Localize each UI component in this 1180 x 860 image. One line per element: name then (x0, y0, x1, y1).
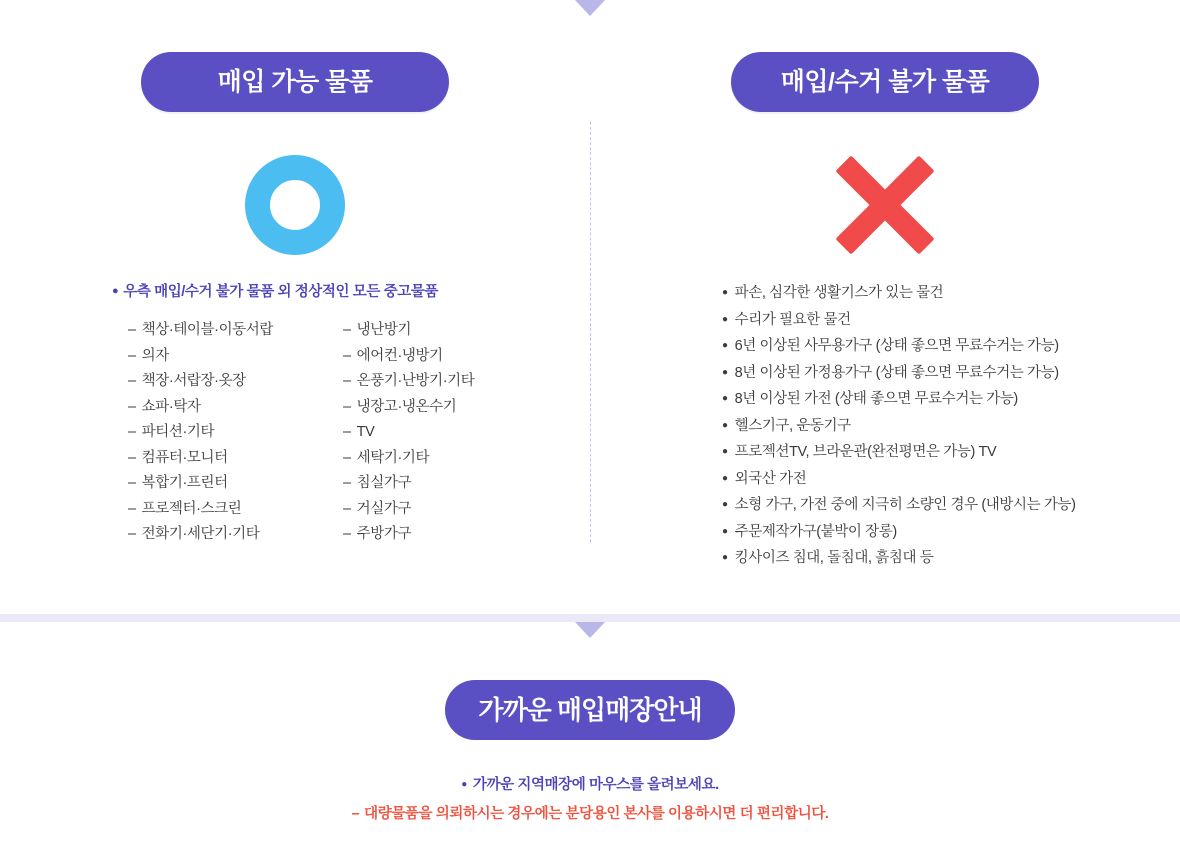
dash-icon: – (343, 398, 351, 415)
available-items-panel (0, 22, 590, 548)
dash-icon: – (128, 449, 136, 466)
dash-icon: – (343, 449, 351, 466)
bullet-dot-icon: ● (722, 472, 728, 484)
available-items-title: 매입 가능 물품 (141, 52, 449, 112)
bullet-dot-icon: ● (722, 419, 728, 431)
list-item: ● 수리가 필요한 물건 (722, 311, 851, 328)
circle-o-icon (245, 155, 345, 255)
list-item: ● 킹사이즈 침대, 돌침대, 흙침대 등 (722, 550, 934, 566)
list-item: ● 8년 이상된 가전 (상태 좋으면 무료수거는 가능) (722, 391, 1018, 407)
list-item: – 책장·서랍장·옷장 (128, 373, 246, 389)
available-items-column-1 (128, 318, 343, 548)
triangle-down-icon (575, 0, 605, 16)
bullet-dot-icon: ● (722, 393, 728, 404)
dash-icon: – (343, 526, 351, 542)
list-item: ● 6년 이상된 사무용가구 (상태 좋으면 무료수거는 가능) (722, 338, 1059, 354)
dash-icon: – (343, 322, 351, 338)
store-guide-note-1: ● 가까운 지역매장에 마우스를 올려보세요. (461, 777, 719, 793)
list-item: – 주방가구 (343, 526, 412, 542)
bullet-dot-icon: ● (722, 499, 728, 510)
top-arrow-area (0, 0, 1180, 22)
panels-section (0, 22, 1180, 614)
unavailable-items-panel (590, 22, 1180, 572)
dash-icon: – (128, 398, 136, 415)
dash-icon: – (128, 424, 136, 440)
dash-icon: – (128, 347, 136, 364)
cross-x-icon (830, 150, 940, 260)
cross-mark-wrap (590, 130, 1180, 280)
list-item: – 책상·테이블·이동서랍 (128, 322, 273, 338)
bullet-dot-icon: ● (722, 287, 728, 298)
list-item: ● 외국산 가전 (722, 470, 807, 487)
list-item: ● 프로젝션TV, 브라운관(완전평면은 가능) TV (722, 444, 997, 460)
bullet-dot-icon: ● (112, 285, 119, 297)
list-item: – 온풍기·난방기·기타 (343, 373, 475, 389)
available-items-lead: ● 우측 매입/수거 불가 물품 외 정상적인 모든 중고물품 (112, 284, 439, 300)
list-item: ● 파손, 심각한 생활기스가 있는 물건 (722, 285, 944, 301)
dash-icon: – (343, 500, 351, 517)
triangle-down-icon (575, 622, 605, 638)
bullet-dot-icon: ● (722, 340, 728, 351)
list-item: – 컴퓨터·모니터 (128, 449, 228, 466)
list-item: ● 8년 이상된 가정용가구 (상태 좋으면 무료수거는 가능) (722, 364, 1059, 381)
list-item: – 전화기·세단기·기타 (128, 526, 260, 542)
store-guide-title: 가까운 매입매장안내 (445, 680, 735, 740)
list-item: – TV (343, 424, 375, 440)
dash-icon: – (343, 347, 351, 364)
list-item: – 냉난방기 (343, 322, 412, 338)
dash-icon: – (128, 475, 136, 491)
available-items-content (0, 280, 590, 548)
bullet-dot-icon: ● (722, 366, 728, 378)
list-item: – 세탁기·기타 (343, 449, 430, 466)
dash-icon: – (343, 373, 351, 389)
unavailable-items-list (722, 280, 1180, 572)
dash-icon: – (128, 500, 136, 517)
circle-mark-wrap (0, 130, 590, 280)
list-item: – 복합기·프린터 (128, 475, 228, 491)
bullet-dot-icon: ● (722, 313, 728, 325)
list-item: – 쇼파·탁자 (128, 398, 201, 415)
section-divider-band (0, 614, 1180, 622)
dash-icon: – (343, 424, 351, 440)
list-item: – 의자 (128, 347, 169, 364)
list-item: – 냉장고·냉온수기 (343, 398, 457, 415)
store-guide-section (0, 655, 1180, 823)
list-item: – 침실가구 (343, 475, 412, 491)
mid-arrow-area (0, 622, 1180, 646)
dash-icon: – (351, 806, 360, 822)
bullet-dot-icon: ● (722, 552, 728, 563)
bullet-dot-icon: ● (722, 446, 728, 457)
dash-icon: – (128, 526, 136, 542)
list-item: – 파티션·기타 (128, 424, 215, 440)
dash-icon: – (128, 322, 136, 338)
dash-icon: – (343, 475, 351, 491)
list-item: ● 헬스기구, 운동기구 (722, 417, 851, 434)
bullet-dot-icon: ● (461, 779, 467, 790)
dash-icon: – (128, 373, 136, 389)
list-item: – 에어컨·냉방기 (343, 347, 443, 364)
available-items-columns (128, 318, 590, 548)
list-item: – 프로젝터·스크린 (128, 500, 242, 517)
bullet-dot-icon: ● (722, 525, 728, 537)
list-item: – 거실가구 (343, 500, 412, 517)
unavailable-items-title: 매입/수거 불가 물품 (731, 52, 1039, 112)
list-item: ● 소형 가구, 가전 중에 지극히 소량인 경우 (내방시는 가능) (722, 497, 1076, 513)
store-guide-note-2: – 대량물품을 의뢰하시는 경우에는 분당용인 본사를 이용하시면 더 편리합니다. (351, 806, 829, 822)
list-item: ● 주문제작가구(붙박이 장롱) (722, 523, 897, 540)
available-items-column-2 (343, 318, 474, 548)
